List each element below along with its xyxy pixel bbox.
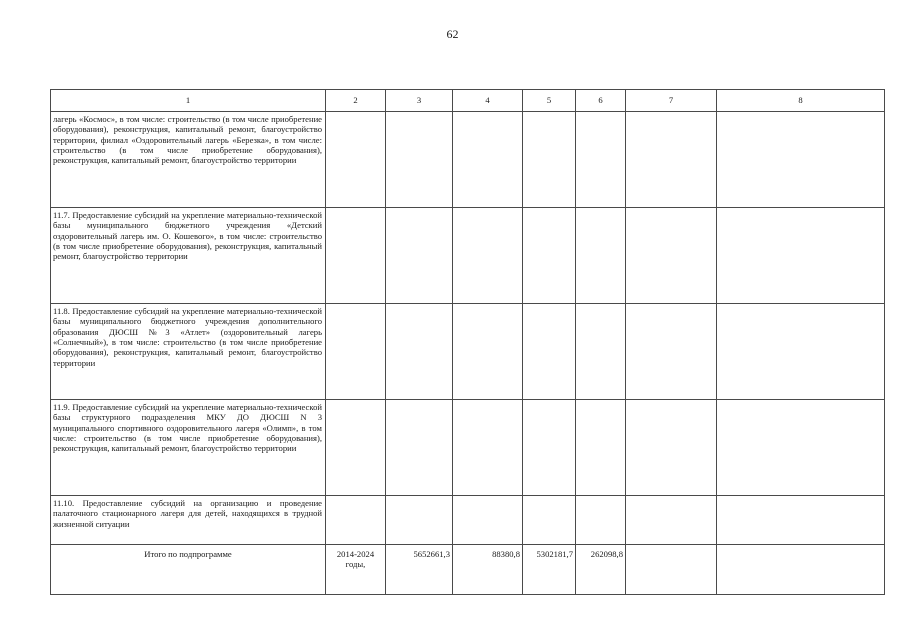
empty-cell <box>523 496 576 545</box>
empty-cell <box>453 304 523 400</box>
total-col7-value <box>626 545 717 595</box>
total-label: Итого по подпрограмме <box>51 545 326 595</box>
row-description <box>51 496 326 545</box>
empty-cell <box>626 112 717 208</box>
total-col4-value: 88380,8 <box>453 545 523 595</box>
column-header-4: 4 <box>453 90 523 112</box>
empty-cell <box>386 400 453 496</box>
empty-cell <box>717 304 885 400</box>
row-description <box>51 208 326 304</box>
row-description <box>51 304 326 400</box>
empty-cell <box>326 496 386 545</box>
empty-cell <box>326 208 386 304</box>
column-header-8: 8 <box>717 90 885 112</box>
empty-cell <box>626 400 717 496</box>
row-description-text: лагерь «Космос», в том числе: строительство (в том числе приобретение оборудования), реконструкция, капитальный ремонт, благоустройство территории, филиал «Оздоровительный лагерь «Березка», в том числе: строительство (в том числе приобретение оборудования), реконструкция, капитальный ремонт, благоустройство территории <box>53 114 322 166</box>
empty-cell <box>717 400 885 496</box>
table-row <box>51 304 885 400</box>
total-period: 2014-2024 годы, <box>326 545 386 595</box>
column-header-2: 2 <box>326 90 386 112</box>
empty-cell <box>717 496 885 545</box>
total-col5-value: 5302181,7 <box>523 545 576 595</box>
table-row <box>51 208 885 304</box>
total-row <box>51 545 885 595</box>
total-col8-value <box>717 545 885 595</box>
empty-cell <box>326 304 386 400</box>
table-row <box>51 496 885 545</box>
empty-cell <box>523 208 576 304</box>
page-number: 62 <box>446 27 459 41</box>
empty-cell <box>576 208 626 304</box>
row-description <box>51 112 326 208</box>
column-header-6: 6 <box>576 90 626 112</box>
empty-cell <box>626 304 717 400</box>
total-col6-value: 262098,8 <box>576 545 626 595</box>
column-header-7: 7 <box>626 90 717 112</box>
table-row <box>51 112 885 208</box>
row-description-text: 11.9. Предоставление субсидий на укрепление материально-технической базы структурного подразделения МКУ ДО ДЮСШ N 3 муниципального спортивного оздоровительного лагеря «Олимп», в том числе: строительство (в том числе приобретение оборудования), реконструкция, капитальный ремонт, благоустройство территории <box>53 402 322 454</box>
empty-cell <box>576 112 626 208</box>
column-header-5: 5 <box>523 90 576 112</box>
empty-cell <box>626 496 717 545</box>
empty-cell <box>386 304 453 400</box>
empty-cell <box>576 400 626 496</box>
row-description-text: 11.8. Предоставление субсидий на укрепление материально-технической базы муниципального бюджетного учреждения дополнительного образования ДЮСШ №3 «Атлет» (оздоровительный лагерь «Солнечный»), в том числе: строительство (в том числе приобретение оборудования), реконструкция, капитальный ремонт, благоустройство территории <box>53 306 322 368</box>
row-description-text: 11.7. Предоставление субсидий на укрепление материально-технической базы муниципального бюджетного учреждения «Детский оздоровительный лагерь им. О. Кошевого», в том числе: строительство (в том числе приобретение оборудования), реконструкция, капитальный ремонт, благоустройство территории <box>53 210 322 262</box>
empty-cell <box>386 112 453 208</box>
column-header-1: 1 <box>51 90 326 112</box>
empty-cell <box>453 112 523 208</box>
empty-cell <box>717 208 885 304</box>
empty-cell <box>386 208 453 304</box>
empty-cell <box>453 400 523 496</box>
row-description <box>51 400 326 496</box>
row-description-text: 11.10. Предоставление субсидий на организацию и проведение палаточного стационарного лагеря для детей, находящихся в трудной жизненной ситуации <box>53 498 322 529</box>
subprogram-table <box>50 89 885 595</box>
empty-cell <box>576 496 626 545</box>
empty-cell <box>386 496 453 545</box>
table-row <box>51 400 885 496</box>
empty-cell <box>523 400 576 496</box>
empty-cell <box>576 304 626 400</box>
empty-cell <box>626 208 717 304</box>
column-header-3: 3 <box>386 90 453 112</box>
empty-cell <box>717 112 885 208</box>
empty-cell <box>453 496 523 545</box>
column-number-row <box>51 90 885 112</box>
empty-cell <box>453 208 523 304</box>
total-col3-value: 5652661,3 <box>386 545 453 595</box>
empty-cell <box>326 400 386 496</box>
empty-cell <box>523 304 576 400</box>
empty-cell <box>326 112 386 208</box>
empty-cell <box>523 112 576 208</box>
